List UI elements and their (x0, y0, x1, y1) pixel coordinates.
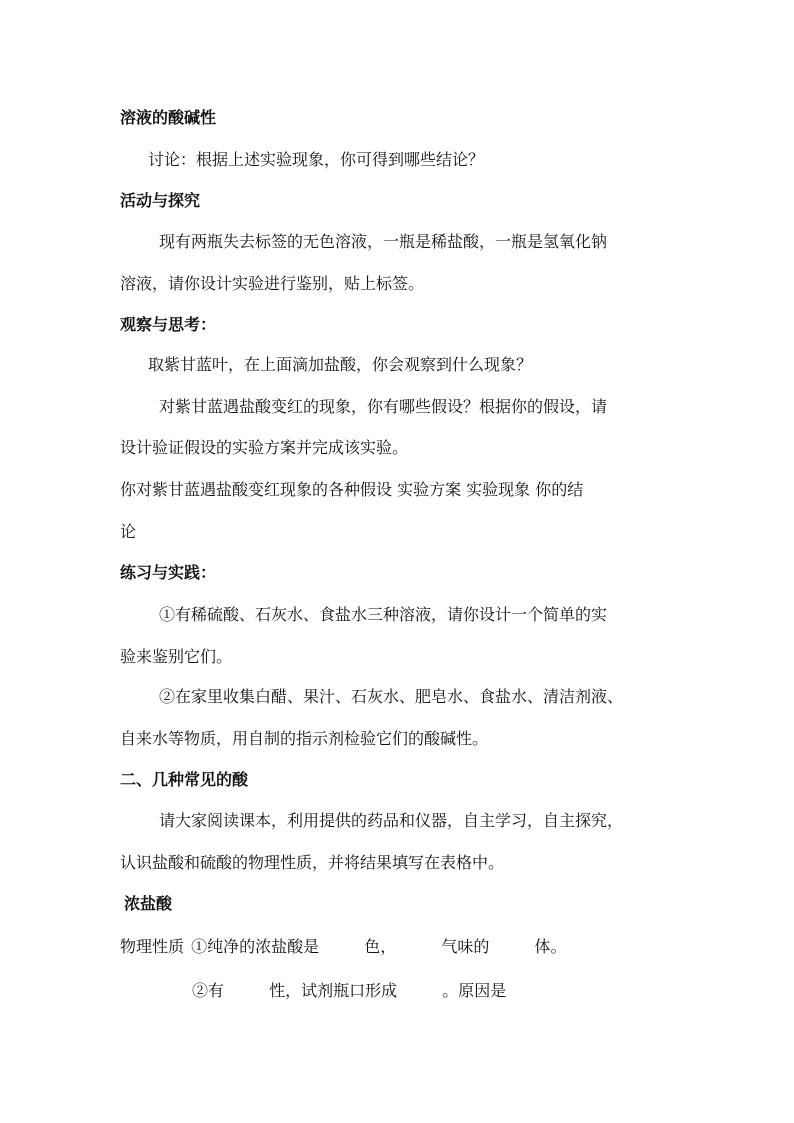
practice2-line2: 自来水等物质，用自制的指示剂检验它们的酸碱性。 (120, 729, 489, 748)
physical-property-label: 物理性质 (120, 937, 185, 956)
property1-part-a: ①纯净的浓盐酸是 (191, 937, 320, 956)
practice1-line1: ①有稀硫酸、石灰水、食盐水三种溶液，请你设计一个简单的实 (159, 605, 608, 624)
practice2-line1: ②在家里收集白醋、果汁、石灰水、肥皂水、食盐水、清洁剂液、 (159, 687, 624, 706)
property2-part-c: 。原因是 (442, 981, 507, 1000)
physical-property-row1 (120, 936, 566, 958)
heading-hcl: 浓盐酸 (124, 894, 173, 913)
observe-paragraph-line2: 对紫甘蓝遇盐酸变红的现象，你有哪些假设？根据你的假设，请 (159, 397, 608, 416)
heading-acids: 二、几种常见的酸 (120, 770, 249, 789)
property1-part-b: 色， (364, 937, 397, 956)
observe-paragraph-line1: 取紫甘蓝叶，在上面滴加盐酸，你会观察到什么现象？ (148, 355, 533, 374)
heading-activity: 活动与探究 (120, 191, 201, 210)
property1-part-c: 气味的 (441, 937, 490, 956)
acids-paragraph-line1: 请大家阅读课本，利用提供的药品和仪器，自主学习，自主探究， (159, 811, 624, 830)
activity-paragraph-line2: 溶液，请你设计实验进行鉴别，贴上标签。 (120, 274, 425, 293)
table-header-line1: 你对紫甘蓝遇盐酸变红现象的各种假设 实验方案 实验现象 你的结 (120, 480, 584, 499)
heading-observe: 观察与思考： (120, 315, 217, 334)
acids-paragraph-line2: 认识盐酸和硫酸的物理性质，并将结果填写在表格中。 (120, 853, 505, 872)
practice1-line2: 验来鉴别它们。 (120, 647, 233, 666)
table-header-line2: 论 (120, 522, 137, 541)
observe-paragraph-line3: 设计验证假设的实验方案并完成该实验。 (120, 438, 409, 457)
activity-paragraph-line1: 现有两瓶失去标签的无色溶液，一瓶是稀盐酸，一瓶是氢氧化钠 (159, 232, 608, 251)
property1-part-d: 体。 (534, 937, 567, 956)
physical-property-row2 (192, 980, 506, 1002)
property2-part-a: ②有 (192, 981, 225, 1000)
heading-practice: 练习与实践： (120, 563, 217, 582)
property2-part-b: 性，试剂瓶口形成 (269, 981, 398, 1000)
discussion-text: 讨论：根据上述实验现象，你可得到哪些结论？ (148, 150, 485, 169)
heading-acidity: 溶液的酸碱性 (120, 108, 217, 127)
